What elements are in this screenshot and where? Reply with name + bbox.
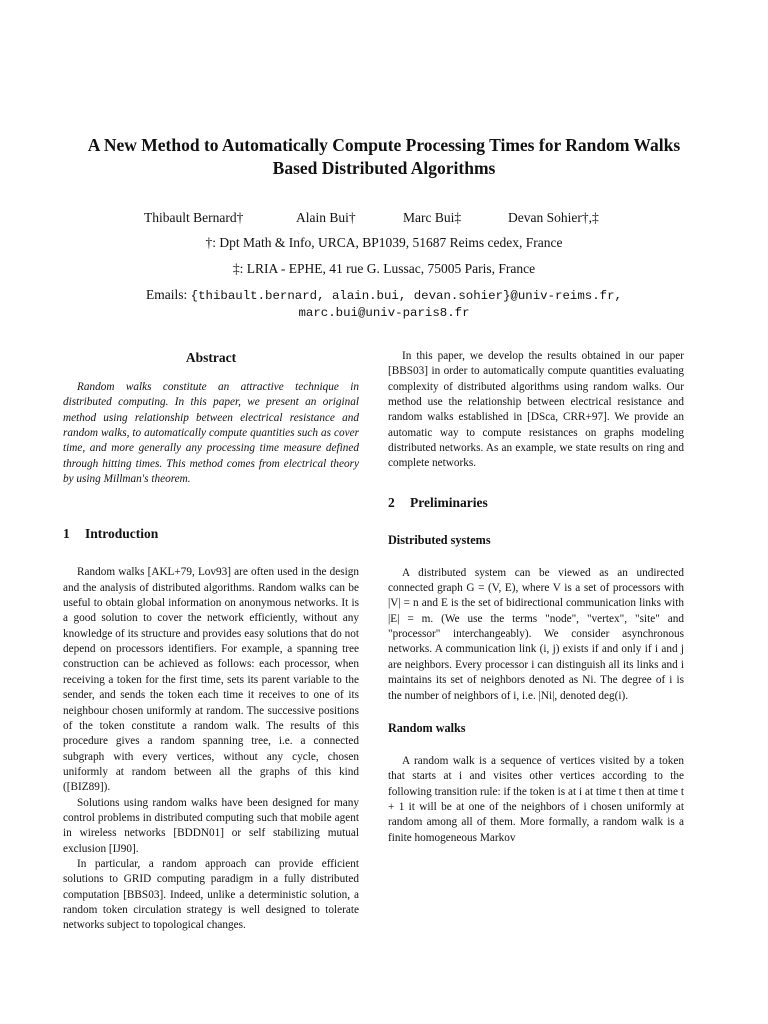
title-line-1: A New Method to Automatically Compute Processing Times for Random Walks [87,135,681,155]
emails-line-2: marc.bui@univ-paris8.fr [298,306,470,320]
section-title: Preliminaries [410,494,488,510]
abstract-heading: Abstract [185,350,237,365]
abstract-text: Random walks constitute an attractive technique in distributed computing. In this paper, we present an original method using relationship between electrical resistance and random walks, to automatically compute quantities such as cover time, and more generally any processing time measure defined through hitting times. This method comes from electrical theory by using Millman's theorem. [63,381,359,486]
emails-line-1: {thibault.bernard, alain.bui, devan.sohier}@univ-reims.fr, [190,289,622,303]
random-walks-paragraph: A random walk is a sequence of vertices visited by a token that starts at i and visites other vertices according to the following transition rule: if the token is at i at time t then at time t + 1 it will be at one of the neighbors of i chosen uniformly at random among all of them. More formally, a random walk is a finite homogeneous Markov [388,754,684,844]
author-name: Marc Bui‡ [403,210,462,225]
right-column [388,349,684,846]
intro-paragraph-1: Random walks [AKL+79, Lov93] are often used in the design and the analysis of distributed algorithms. Random walks can be useful to obtain global information on anonymous networks. It is a good solution to cover the network efficiently, without any knowledge of its structure and provides easy solutions that do not depend on processors identifiers. For example, a spanning tree construction can be achieved as follows: each processor, when receiving a token for the first time, sets its parent variable to the sender, and sends the token each time it receives to one of its neighbour chosen uniformly at random. The successive positions of the token constitute a random walk. The results of this procedure gives a random spanning tree, i.e. a connected subgraph with every vertices, without any cycle, chosen uniformly at random between all the graphs of this kind ([BIZ89]). [63,566,359,794]
title-line-2: Based Distributed Algorithms [272,158,496,178]
section-introduction-heading [63,525,359,543]
section-number: 1 [63,526,70,542]
author-name: Devan Sohier†,‡ [508,210,599,225]
intro-paragraph-2: Solutions using random walks have been designed for many control problems in distributed computing such that mobile agent in wireless networks [BDDN01] or self stabilizing mutual exclusion [IJ90]. [63,796,359,855]
subsection-distributed-systems: Distributed systems [388,532,491,547]
email-block [40,286,728,322]
affiliation-2: ‡: LRIA - EPHE, 41 rue G. Lussac, 75005 Paris, France [232,261,536,276]
author-list [0,209,768,227]
paper-title [40,134,728,180]
section-title: Introduction [85,526,159,542]
affiliation-1: †: Dpt Math & Info, URCA, BP1039, 51687 Reims cedex, France [205,235,563,250]
left-column [63,349,359,934]
author-name: Thibault Bernard† [144,210,244,225]
section-preliminaries-heading [388,494,684,512]
author-name: Alain Bui† [296,210,356,225]
intro-paragraph-3: In particular, a random approach can provide efficient solutions to GRID computing paradigm in a fully distributed computation [BBS03]. Indeed, unlike a deterministic solution, a random token circulation strategy is well designed to tolerate networks subject to topological changes. [63,857,359,932]
emails-label: Emails: [146,287,188,302]
section-number: 2 [388,494,395,510]
intro-paragraph-4: In this paper, we develop the results obtained in our paper [BBS03] in order to automatically compute quantities evaluating complexity of distributed algorithms using random walks. Our method use the relationship between electrical resistance and random walks established in [DSca, CRR+97]. We provide an automatic way to compute resistances on graphs modeling distributed networks. As an example, we state results on ring and complete networks. [388,350,684,470]
distributed-systems-paragraph: A distributed system can be viewed as an undirected connected graph G = (V, E), where V is a set of processors with |V| = n and E is the set of bidirectional communication links with |E| = m. (We use the terms "node", "vertex", "site" and "processor" interchangeably). We consider asynchronous networks. A communication link (i, j) exists if and only if i and j are neighbors. Every processor i can distinguish all its links and i maintains its set of neighbors denoted as Ni. The degree of i is the number of neighbors of i, i.e. |Ni|, denoted deg(i). [388,566,684,702]
subsection-random-walks: Random walks [388,720,466,735]
